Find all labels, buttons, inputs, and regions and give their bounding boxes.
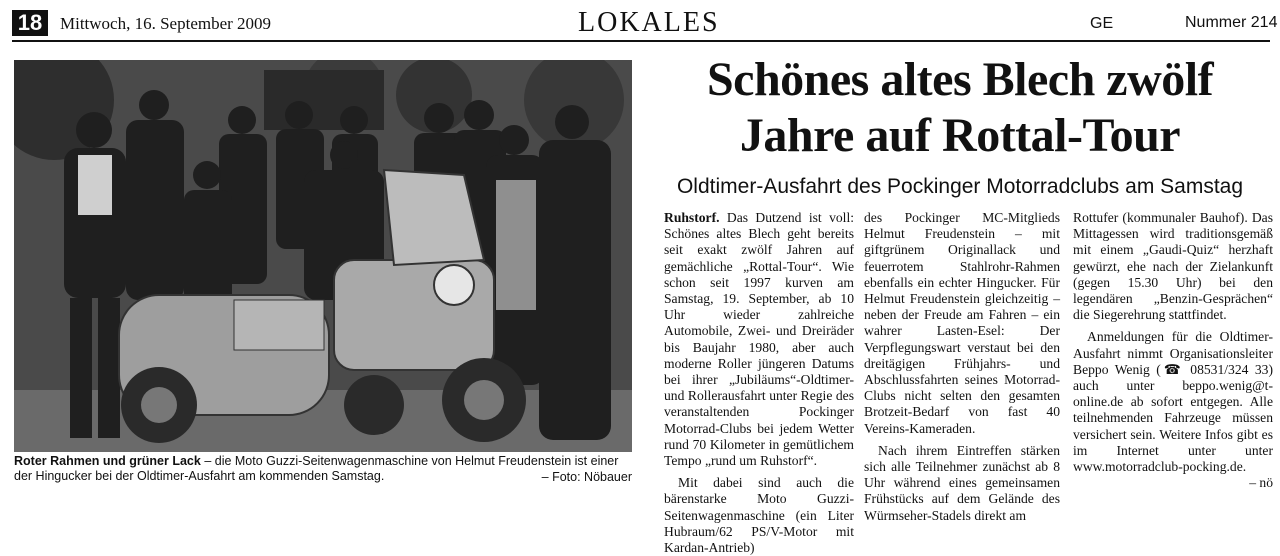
page-header bbox=[0, 0, 1280, 40]
issue-number: Nummer 214 bbox=[1185, 14, 1278, 31]
article-column-1 bbox=[664, 210, 854, 556]
header-rule bbox=[12, 40, 1270, 42]
article-column-2 bbox=[864, 210, 1060, 524]
author-sign: – nö bbox=[1249, 475, 1273, 491]
paragraph: Nach ihrem Eintreffen stärken sich alle Teilnehmer zunächst ab 8 Uhr während eines gemeinsamen Frühstücks auf dem Gelände des Würmseher-Stadels direkt am bbox=[864, 442, 1060, 523]
photo-credit: – Foto: Nöbauer bbox=[541, 470, 632, 484]
region-code: GE bbox=[1090, 15, 1114, 32]
caption-lead: Roter Rahmen und grüner Lack bbox=[14, 454, 201, 468]
paragraph: Anmeldungen für die Oldtimer-Ausfahrt nimmt Organisationsleiter Beppo Wenig (☎ 08531/324 33) auch unter beppo.wenig@t-online.de ab sofort entgegen. Alle teilnehmenden Fahrzeuge müssen versichert sein. Weitere Infos gibt es im Internet unter unter www.motorradclub-pocking.de. bbox=[1073, 329, 1273, 475]
paragraph: des Pockinger MC-Mitglieds Helmut Freudenstein – mit giftgrünem Originallack und feuerrotem Stahlrohr-Rahmen ebenfalls ein echter Hingucker. Für Helmut Freudenstein gleichzeitig – neben der Freude am Fahren – ein wahrer Lasten-Esel: Der Verpflegungswart verstaut bei den dreitägigen Frühjahrs- und Abschlussfahrten seines Motorrad-Clubs nicht selten den gesamten Brotzeit-Bedarf von fast 40 Vereins-Kameraden. bbox=[864, 210, 1060, 436]
article-subheadline: Oldtimer-Ausfahrt des Pockinger Motorradclubs am Samstag bbox=[676, 175, 1244, 198]
paragraph-text: Das Dutzend ist voll: Schönes altes Blech geht bereits seit exakt zwölf Jahren auf gemächliche „Rottal-Tour“. Wie schon seit 1997 kurven am Samstag, 19. September, ab 10 Uhr wieder zahlreiche Automobile, Zwei- und Dreiräder bis Baujahr 1980, aber auch moderne Roller jüngeren Datums bei ihrer „Jubiläums“-Oldtimer- und Rollerausfahrt unter Regie des veranstaltenden Pockinger Motorrad-Clubs bei jedem Wetter rund 70 Kilometer in gemütlichem Tempo „rund um Ruhstorf“. bbox=[664, 210, 854, 469]
page-number: 18 bbox=[12, 10, 48, 36]
caption-text: – die Moto Guzzi-Seitenwagenmaschine von Helmut Freudenstein ist einer der Hingucker bei der Oldtimer-Ausfahrt am kommenden Samstag. bbox=[14, 454, 619, 483]
article-photo bbox=[14, 60, 632, 452]
photo-group-with-motorcycle-sidecar-icon bbox=[14, 60, 632, 452]
article-column-3 bbox=[1073, 210, 1273, 491]
paragraph bbox=[664, 210, 854, 469]
paragraph: Rottufer (kommunaler Bauhof). Das Mittagessen wird traditionsgemäß mit einem „Gaudi-Quiz“ herzhaft gewürzt, ehe nach der Zielankunft (gegen 15.30 Uhr) bei den legendären „Benzin-Gesprächen“ die Siegerehrung stattfindet. bbox=[1073, 210, 1273, 323]
paragraph: Mit dabei sind auch die bärenstarke Moto Guzzi-Seitenwagenmaschine (ein Liter Hubraum/62 PS/V-Motor mit Kardan-Antrieb) bbox=[664, 475, 854, 556]
issue-date: Mittwoch, 16. September 2009 bbox=[60, 14, 272, 33]
section-title: LOKALES bbox=[578, 7, 720, 38]
article-headline: Schönes altes Blech zwölf Jahre auf Rottal-Tour bbox=[706, 53, 1214, 162]
dateline: Ruhstorf. bbox=[664, 210, 720, 225]
